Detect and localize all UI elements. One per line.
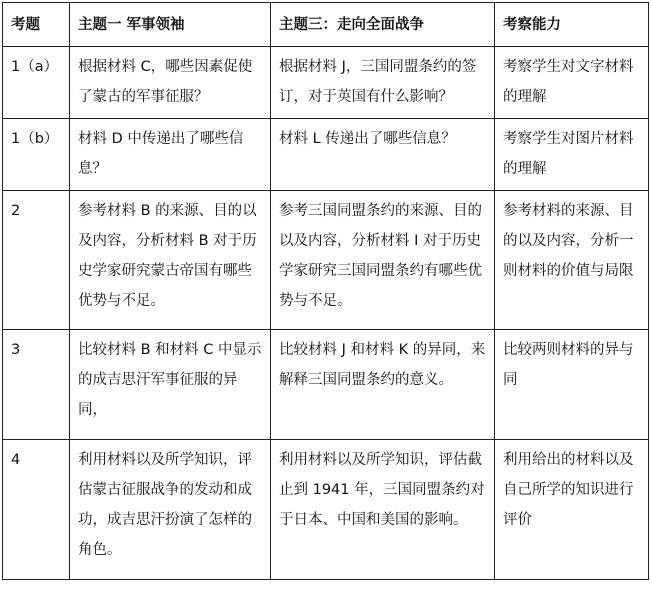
question-number: 3 [3,330,70,440]
header-theme-three: 主题三：走向全面战争 [271,3,495,47]
theme-three-cell: 利用材料以及所学知识，评估截止到 1941 年，三国同盟条约对于日本、中国和美国的影响。 [271,440,495,580]
theme-three-cell: 材料 L 传递出了哪些信息？ [271,119,495,191]
theme-one-cell: 根据材料 C，哪些因素促使了蒙古的军事征服？ [70,47,271,119]
theme-three-cell: 参考三国同盟条约的来源、目的以及内容，分析材料 I 对于历史学家研究三国同盟条约有哪些优势与不足。 [271,191,495,330]
theme-one-cell: 利用材料以及所学知识，评估蒙古征服战争的发动和成功，成吉思汗扮演了怎样的角色。 [70,440,271,580]
theme-one-cell: 比较材料 B 和材料 C 中显示的成吉思汗军事征服的异同， [70,330,271,440]
table-row [3,330,649,440]
table-row [3,47,649,119]
skill-cell: 考察学生对图片材料的理解 [495,119,649,191]
question-number: 1（b） [3,119,70,191]
skill-cell: 考察学生对文字材料的理解 [495,47,649,119]
theme-three-cell: 比较材料 J 和材料 K 的异同，来解释三国同盟条约的意义。 [271,330,495,440]
table-row [3,440,649,580]
exam-table [2,2,649,580]
question-number: 1（a） [3,47,70,119]
question-number: 4 [3,440,70,580]
theme-three-cell: 根据材料 J，三国同盟条约的签订，对于英国有什么影响？ [271,47,495,119]
skill-cell: 参考材料的来源、目的以及内容，分析一则材料的价值与局限 [495,191,649,330]
skill-cell: 利用给出的材料以及自己所学的知识进行评价 [495,440,649,580]
theme-one-cell: 材料 D 中传递出了哪些信息？ [70,119,271,191]
header-row [3,3,649,47]
header-skill: 考察能力 [495,3,649,47]
header-theme-one: 主题一 军事领袖 [70,3,271,47]
skill-cell: 比较两则材料的异与同 [495,330,649,440]
table-row [3,191,649,330]
question-number: 2 [3,191,70,330]
theme-one-cell: 参考材料 B 的来源、目的以及内容，分析材料 B 对于历史学家研究蒙古帝国有哪些优势与不足。 [70,191,271,330]
table-row [3,119,649,191]
header-question: 考题 [3,3,70,47]
